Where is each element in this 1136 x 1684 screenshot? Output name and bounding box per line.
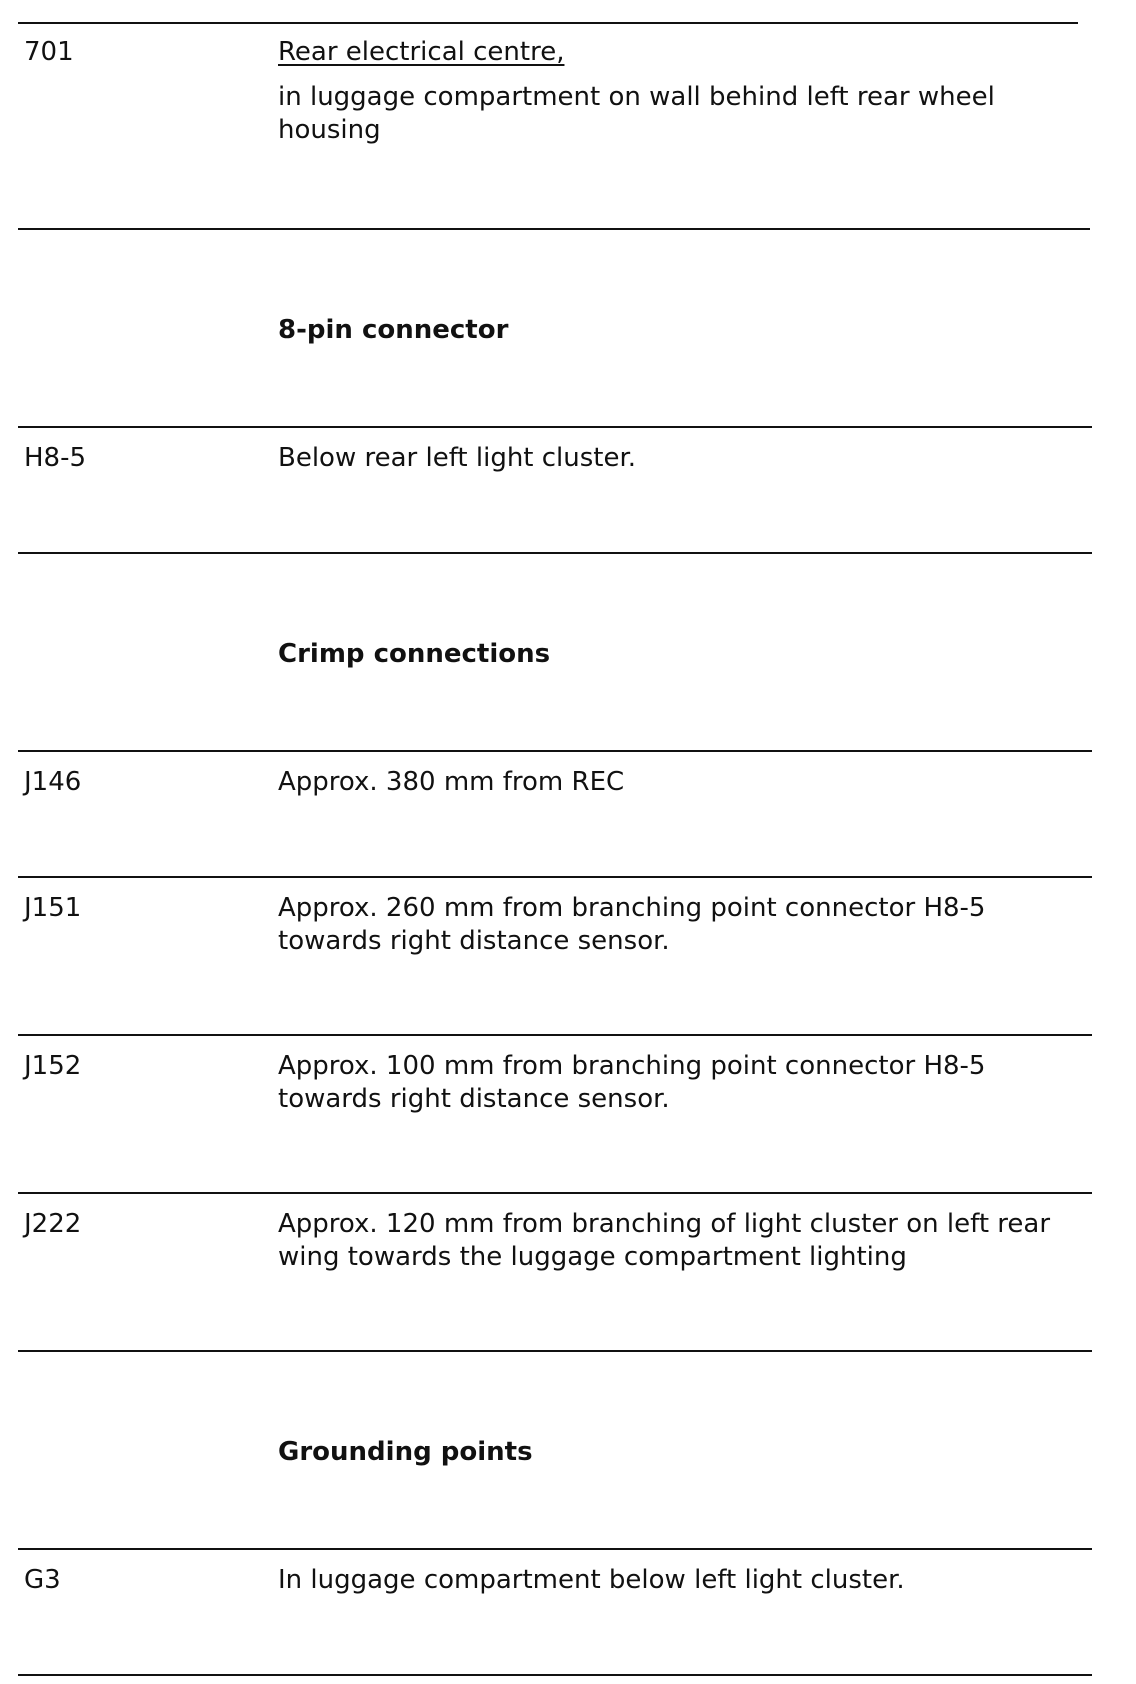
table-rule: [18, 750, 1092, 752]
component-description: [278, 36, 1078, 147]
component-code: J222: [24, 1209, 82, 1239]
table-rule: [18, 22, 1078, 24]
table-rule: [18, 552, 1092, 554]
component-code: H8-5: [24, 443, 87, 473]
table-rule: [18, 1192, 1092, 1194]
component-description: Approx. 100 mm from branching point connector H8-5 towards right distance sensor.: [278, 1051, 986, 1114]
component-location-text: in luggage compartment on wall behind left rear wheel housing: [278, 82, 995, 145]
table-rule: [18, 1034, 1092, 1036]
component-description: Below rear left light cluster.: [278, 443, 637, 473]
section-heading: Crimp connections: [278, 639, 551, 669]
component-title: Rear electrical centre,: [278, 37, 565, 67]
table-rule: [18, 228, 1090, 230]
table-rule: [18, 1548, 1092, 1550]
component-code: G3: [24, 1565, 61, 1595]
component-code: J152: [24, 1051, 82, 1081]
component-description: Approx. 380 mm from REC: [278, 767, 625, 797]
table-rule: [18, 876, 1092, 878]
component-description: In luggage compartment below left light cluster.: [278, 1565, 905, 1595]
table-rule: [18, 1350, 1092, 1352]
section-heading: 8-pin connector: [278, 315, 509, 345]
section-heading: Grounding points: [278, 1437, 533, 1467]
component-code: 701: [24, 37, 74, 67]
component-code: J146: [24, 767, 82, 797]
component-code: J151: [24, 893, 82, 923]
component-description: Approx. 260 mm from branching point connector H8-5 towards right distance sensor.: [278, 893, 986, 956]
table-rule: [18, 1674, 1092, 1676]
component-description: Approx. 120 mm from branching of light cluster on left rear wing towards the luggage compartment lighting: [278, 1209, 1051, 1272]
table-rule: [18, 426, 1092, 428]
